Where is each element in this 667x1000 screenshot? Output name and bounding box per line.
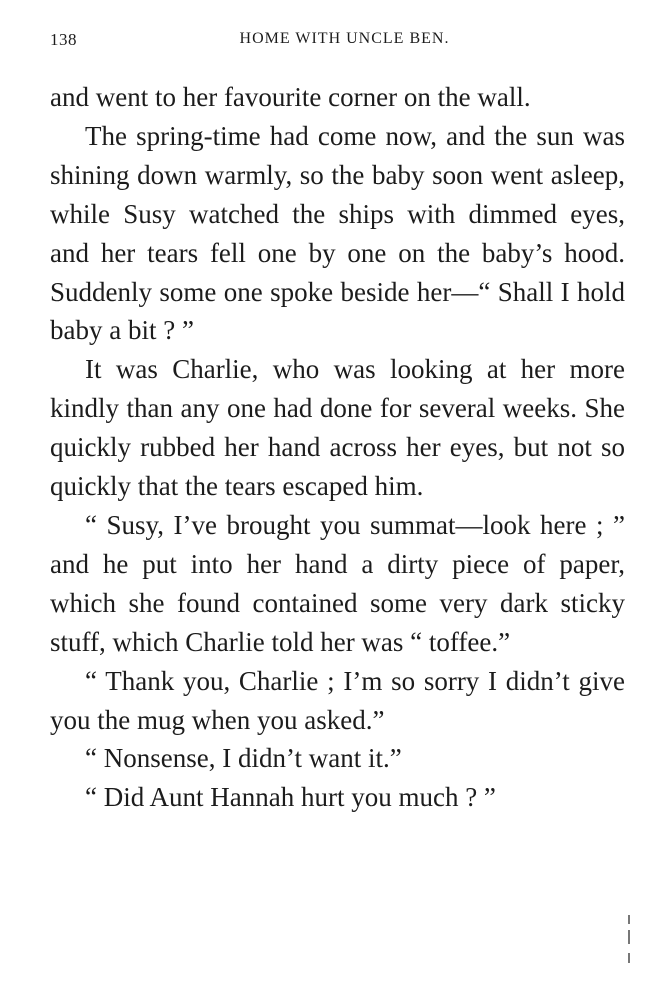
paragraph-charlie-kindly: It was Charlie, who was looking at her more kindly than any one had done for several weeks. She quickly rubbed her hand across her eyes, but not so quickly that the tears escaped him.: [50, 354, 625, 502]
paragraph-thank-you: “ Thank you, Charlie ; I’m so sorry I didn’t give you the mug when you asked.”: [50, 665, 625, 735]
paragraph-spring-time: The spring-time had come now, and the sun was shining down warmly, so the baby soon went asleep, while Susy watched the ships with dimmed eyes, and her tears fell one by one on the baby’s hood. Suddenly some one spoke beside her—“ Shall I hold baby a bit ? ”: [50, 120, 625, 346]
margin-speck: [628, 915, 630, 924]
running-head: [50, 30, 625, 56]
paragraph-continuation: and went to her favourite corner on the wall.: [50, 82, 531, 112]
margin-speck: [628, 953, 630, 963]
body-text: [50, 78, 625, 817]
margin-speck: [628, 930, 630, 944]
running-title: HOME WITH UNCLE BEN.: [239, 30, 450, 47]
paragraph-nonsense: “ Nonsense, I didn’t want it.”: [85, 743, 402, 774]
paragraph-toffee: “ Susy, I’ve brought you summat—look here ; ” and he put into her hand a dirty piece of paper, which she found contained some very dark sticky stuff, which Charlie told her was “ toffee.”: [50, 509, 625, 657]
paragraph-aunt-hannah: “ Did Aunt Hannah hurt you much ? ”: [85, 782, 496, 813]
page-number: 138: [50, 30, 77, 49]
